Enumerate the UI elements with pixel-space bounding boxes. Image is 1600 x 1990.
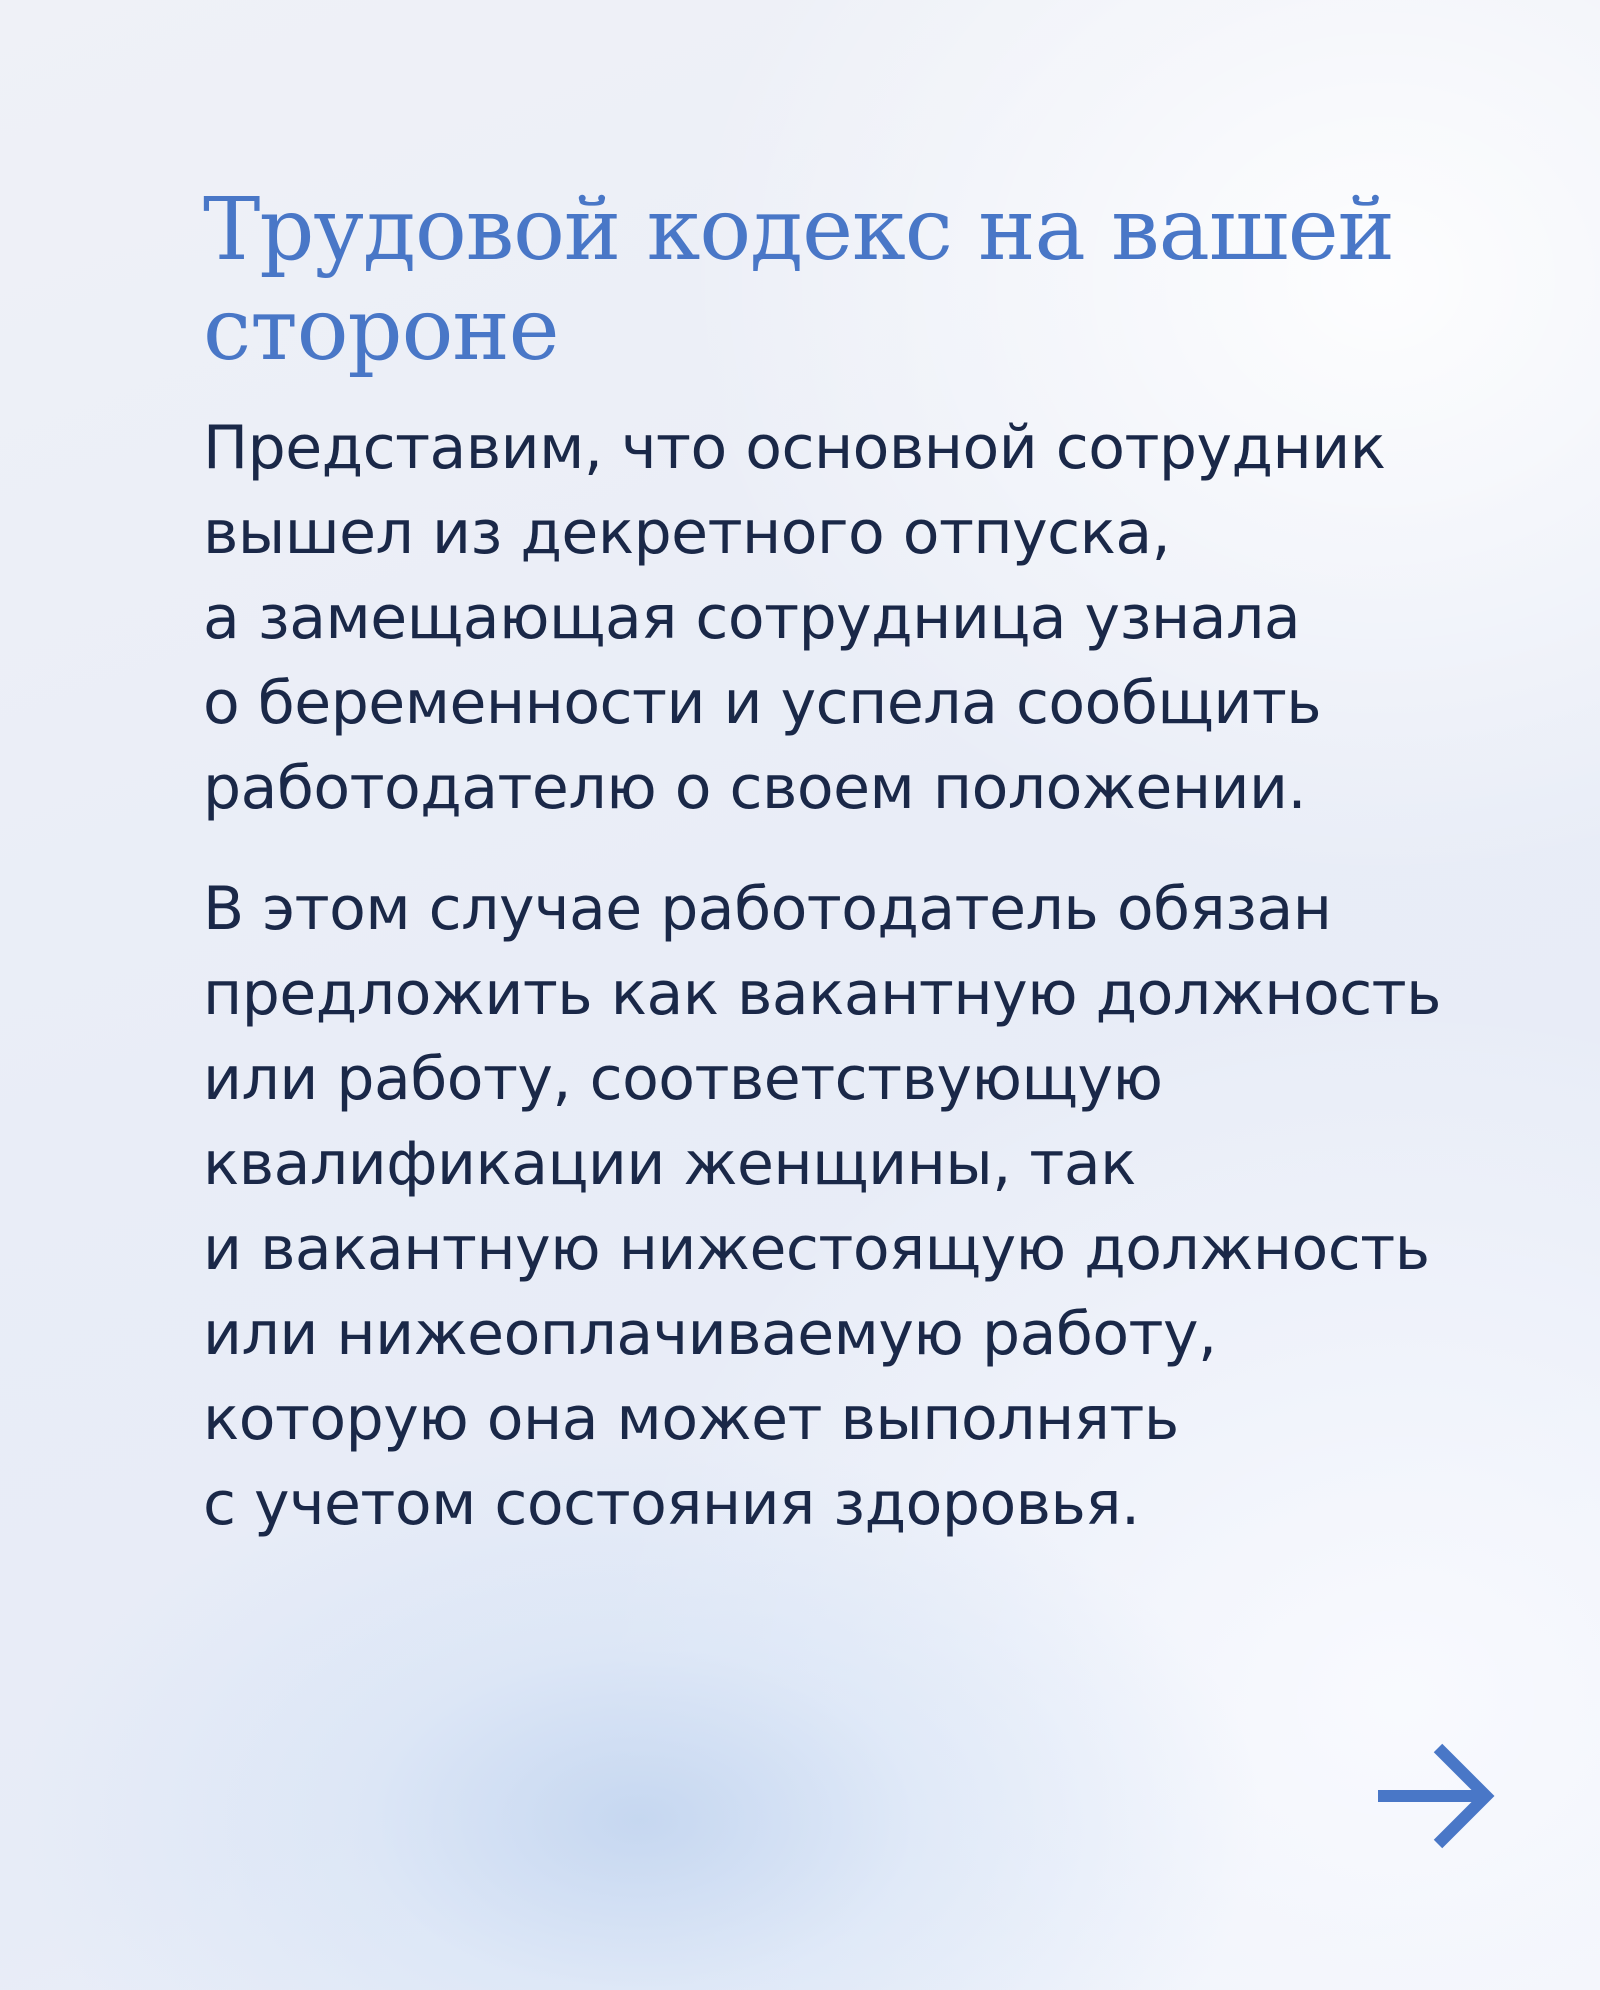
slide-title-line: стороне bbox=[203, 280, 559, 380]
paragraph-line: и вакантную нижестоящую должность bbox=[203, 1214, 1430, 1284]
paragraph-line: или нижеоплачиваемую работу, bbox=[203, 1299, 1217, 1369]
paragraph-line: В этом случае работодатель обязан bbox=[203, 874, 1332, 944]
paragraph-line: Представим, что основной сотрудник bbox=[203, 413, 1386, 483]
slide-title-line: Трудовой кодекс на вашей bbox=[203, 180, 1395, 280]
paragraph-obligation bbox=[203, 867, 1483, 1547]
slide-title bbox=[203, 180, 1483, 380]
paragraph-line: о беременности и успела сообщить bbox=[203, 668, 1322, 738]
paragraph-line: которую она может выполнять bbox=[203, 1384, 1179, 1454]
paragraph-line: или работу, соответствующую bbox=[203, 1044, 1163, 1114]
paragraph-line: квалификации женщины, так bbox=[203, 1129, 1136, 1199]
paragraph-situation bbox=[203, 406, 1483, 831]
paragraph-line: предложить как вакантную должность bbox=[203, 959, 1441, 1029]
next-slide-button[interactable] bbox=[1372, 1740, 1502, 1852]
paragraph-line: работодателю о своем положении. bbox=[203, 753, 1307, 823]
paragraph-line: а замещающая сотрудница узнала bbox=[203, 583, 1301, 653]
paragraph-line: вышел из декретного отпуска, bbox=[203, 498, 1171, 568]
slide-content bbox=[203, 180, 1483, 1547]
paragraph-line: с учетом состояния здоровья. bbox=[203, 1469, 1140, 1539]
arrow-right-icon bbox=[1372, 1740, 1502, 1852]
